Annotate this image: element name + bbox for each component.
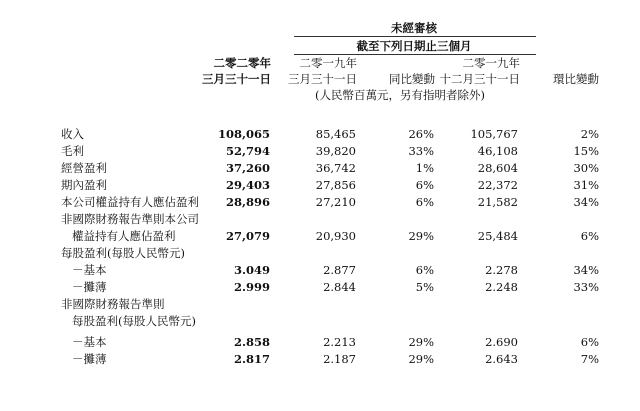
row-label: 本公司權益持有人應佔盈利 — [61, 195, 199, 209]
value-q4-2019: 2.248 — [485, 280, 518, 294]
value-q1-2019: 2.877 — [323, 263, 356, 277]
value-qoq: 6% — [580, 229, 599, 243]
table-row — [0, 177, 640, 194]
value-yoy: 6% — [415, 195, 434, 209]
table-row-heading — [0, 245, 640, 262]
value-q1-2019: 27,856 — [315, 178, 356, 192]
row-label: 毛利 — [61, 144, 84, 158]
value-qoq: 34% — [573, 263, 599, 277]
value-yoy: 5% — [415, 280, 434, 294]
row-label: 權益持有人應佔盈利 — [72, 229, 176, 243]
row-label: 非國際財務報告準則本公司 — [61, 212, 199, 226]
col2-header-year: 二零一九年 — [299, 56, 357, 70]
value-q4-2019: 25,484 — [477, 229, 518, 243]
col4-header-date: 十二月三十一日 — [439, 72, 520, 86]
value-qoq: 15% — [573, 144, 599, 158]
title-underline — [294, 36, 536, 37]
col4-header-year: 二零一九年 — [462, 56, 520, 70]
value-q4-2019: 46,108 — [477, 144, 518, 158]
value-q1-2020: 108,065 — [217, 127, 270, 141]
table-row-heading — [0, 313, 640, 330]
value-q1-2019: 2.187 — [323, 352, 356, 366]
value-q1-2020: 27,079 — [225, 229, 270, 243]
value-qoq: 6% — [580, 335, 599, 349]
row-label: －基本 — [72, 263, 107, 277]
value-q1-2020: 2.999 — [233, 280, 270, 294]
value-q4-2019: 2.278 — [485, 263, 518, 277]
value-q4-2019: 28,604 — [477, 161, 518, 175]
value-q1-2020: 29,403 — [225, 178, 270, 192]
value-yoy: 1% — [415, 161, 434, 175]
row-label: 經營盈利 — [61, 161, 107, 175]
value-qoq: 7% — [580, 352, 599, 366]
col5-header: 環比變動 — [553, 72, 599, 86]
value-yoy: 6% — [415, 178, 434, 192]
row-label: －攤薄 — [72, 352, 107, 366]
value-qoq: 33% — [573, 280, 599, 294]
value-qoq: 34% — [573, 195, 599, 209]
value-q1-2019: 2.213 — [323, 335, 356, 349]
row-label: 每股盈利(每股人民幣元) — [61, 246, 185, 260]
value-q4-2019: 105,767 — [470, 127, 518, 141]
value-q1-2019: 20,930 — [315, 229, 356, 243]
value-q4-2019: 22,372 — [477, 178, 518, 192]
value-qoq: 31% — [573, 178, 599, 192]
table-row — [0, 228, 640, 245]
value-q1-2019: 2.844 — [323, 280, 356, 294]
value-q1-2020: 3.049 — [233, 263, 270, 277]
col1-header-year: 二零二零年 — [213, 56, 271, 70]
subtitle-underline — [294, 54, 536, 55]
row-label: －攤薄 — [72, 280, 107, 294]
value-q1-2019: 39,820 — [315, 144, 356, 158]
row-label: 收入 — [61, 127, 84, 141]
value-q1-2019: 36,742 — [315, 161, 356, 175]
currency-note: (人民幣百萬元，另有指明者除外) — [315, 88, 485, 102]
value-yoy: 29% — [408, 352, 434, 366]
table-row — [0, 334, 640, 351]
value-q4-2019: 21,582 — [477, 195, 518, 209]
row-label: 非國際財務報告準則 — [61, 297, 165, 311]
table-row — [0, 194, 640, 211]
value-q1-2020: 28,896 — [225, 195, 270, 209]
value-q4-2019: 2.643 — [485, 352, 518, 366]
value-q1-2020: 52,794 — [225, 144, 270, 158]
value-q1-2020: 37,260 — [225, 161, 270, 175]
row-label: 期內盈利 — [61, 178, 107, 192]
table-row — [0, 279, 640, 296]
table-title: 未經審核 — [391, 21, 437, 35]
value-q4-2019: 2.690 — [485, 335, 518, 349]
value-q1-2019: 85,465 — [315, 127, 356, 141]
value-qoq: 2% — [580, 127, 599, 141]
row-label: －基本 — [72, 335, 107, 349]
value-q1-2019: 27,210 — [315, 195, 356, 209]
value-q1-2020: 2.817 — [233, 352, 270, 366]
col2-header-date: 三月三十一日 — [288, 72, 357, 86]
value-q1-2020: 2.858 — [233, 335, 270, 349]
col1-header-date: 三月三十一日 — [202, 72, 271, 86]
value-yoy: 29% — [408, 229, 434, 243]
value-yoy: 26% — [408, 127, 434, 141]
table-row — [0, 126, 640, 143]
value-yoy: 33% — [408, 144, 434, 158]
table-row — [0, 160, 640, 177]
table-row — [0, 351, 640, 368]
table-row — [0, 262, 640, 279]
table-subtitle: 截至下列日期止三個月 — [356, 39, 472, 53]
table-row-heading — [0, 211, 640, 228]
value-yoy: 6% — [415, 263, 434, 277]
value-yoy: 29% — [408, 335, 434, 349]
table-row — [0, 143, 640, 160]
value-qoq: 30% — [573, 161, 599, 175]
row-label: 每股盈利(每股人民幣元) — [72, 314, 196, 328]
table-row-heading — [0, 296, 640, 313]
col3-header: 同比變動 — [389, 72, 435, 86]
